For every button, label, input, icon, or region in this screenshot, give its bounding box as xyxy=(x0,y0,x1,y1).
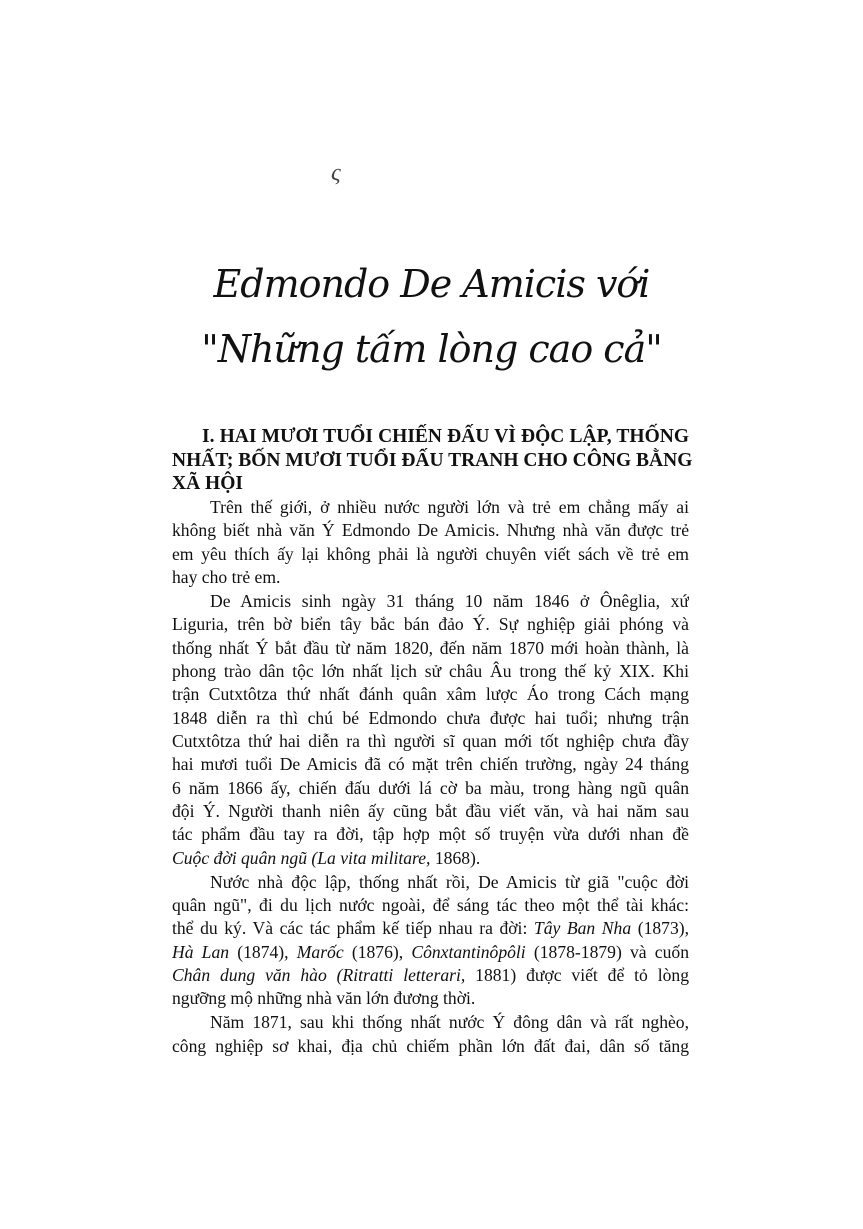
text-segment: 6 năm 1866 ấy, chiến đấu dưới lá cờ ba màu, trong hàng ngũ quân xyxy=(172,777,689,798)
text-segment: (1873), xyxy=(631,918,689,939)
text-line xyxy=(172,707,689,730)
chapter-title-line-2: "Những tấm lòng cao cả" xyxy=(201,327,662,371)
text-segment: hai mươi tuổi De Amicis đã có mặt trên chiến trường, ngày 24 tháng xyxy=(172,754,689,775)
italic-title-text: Tây Ban Nha xyxy=(533,918,632,939)
text-segment: ngưỡng mộ những nhà văn lớn đương thời. xyxy=(172,988,476,1009)
paragraph xyxy=(172,871,689,1011)
text-line xyxy=(172,637,689,660)
text-line xyxy=(172,1035,689,1058)
text-line xyxy=(172,566,689,589)
text-line xyxy=(172,683,689,706)
text-line xyxy=(172,941,689,964)
italic-title-text: Chân dung văn hào (Ritratti letterari, xyxy=(172,965,466,986)
text-segment: 1868). xyxy=(430,847,481,868)
chapter-title-line-1: Edmondo De Amicis với xyxy=(213,262,650,306)
text-segment: không biết nhà văn Ý Edmondo De Amicis. Nhưng nhà văn được trẻ xyxy=(172,520,689,541)
text-segment: phong trào dân tộc lớn nhất lịch sử châu Âu trong thế kỷ XIX. Khi xyxy=(172,661,689,681)
paragraph xyxy=(172,590,689,870)
text-segment: Năm 1871, sau khi thống nhất nước Ý đông dân và rất nghèo, xyxy=(210,1012,689,1033)
text-segment: (1878-1879) và cuốn xyxy=(525,941,689,962)
italic-title-text: Cuộc đời quân ngũ (La vita militare, xyxy=(172,847,431,868)
text-line xyxy=(172,496,689,519)
text-segment: quân ngũ", đi du lịch nước ngoài, để sáng tác theo một thể tài khác: xyxy=(172,895,689,916)
heading-line: NHẤT; BỐN MƯƠI TUỔI ĐẤU TRANH CHO CÔNG BẰNG xyxy=(172,449,693,471)
text-segment: 1881) được viết để tỏ lòng xyxy=(465,965,689,986)
text-line xyxy=(172,519,689,542)
text-segment: Liguria, trên bờ biển tây bắc bán đảo Ý. Sự nghiệp giải phóng và xyxy=(172,614,689,635)
text-segment: thể du ký. Và các tác phẩm kế tiếp nhau ra đời: xyxy=(172,918,534,939)
text-line xyxy=(172,613,689,636)
text-line xyxy=(172,871,689,894)
text-segment: Trên thế giới, ở nhiều nước người lớn và trẻ em chẳng mấy ai xyxy=(210,497,689,517)
text-line xyxy=(172,543,689,566)
text-line xyxy=(172,730,689,753)
text-line xyxy=(172,660,689,683)
heading-line: I. HAI MƯƠI TUỔI CHIẾN ĐẤU VÌ ĐỘC LẬP, THỐNG xyxy=(202,426,689,447)
text-line xyxy=(172,847,689,870)
heading-line: XÃ HỘI xyxy=(172,473,243,494)
text-line xyxy=(172,987,689,1010)
stray-mark: ς xyxy=(331,160,341,186)
text-segment: (1874), xyxy=(229,941,297,962)
text-segment: em yêu thích ấy lại không phải là người chuyên viết sách về trẻ em xyxy=(172,543,689,564)
text-segment: Cutxtôtza thứ hai diễn ra thì người sĩ quan mới tốt nghiệp chưa đầy xyxy=(172,731,689,752)
text-line xyxy=(172,800,689,823)
text-segment: hay cho trẻ em. xyxy=(172,567,281,588)
text-line xyxy=(172,777,689,800)
text-segment: 1848 diễn ra thì chú bé Edmondo chưa được hai tuổi; nhưng trận xyxy=(172,707,689,728)
text-line xyxy=(172,753,689,776)
text-line xyxy=(172,917,689,940)
italic-title-text: Marốc xyxy=(296,941,344,962)
text-segment: đội Ý. Người thanh niên ấy cũng bắt đầu viết văn, và hai năm sau xyxy=(172,801,689,822)
italic-title-text: Hà Lan xyxy=(172,941,230,962)
body-text xyxy=(172,496,689,1059)
text-segment: (1876), xyxy=(343,941,412,962)
italic-title-text: Cônxtantinôpôli xyxy=(411,941,526,962)
text-line xyxy=(172,1011,689,1034)
text-segment: tác phẩm đầu tay ra đời, tập hợp một số truyện vừa dưới nhan đề xyxy=(172,824,689,845)
paragraph xyxy=(172,1011,689,1058)
text-segment: De Amicis sinh ngày 31 tháng 10 năm 1846 ở Ônêglia, xứ xyxy=(210,590,689,611)
text-line xyxy=(172,823,689,846)
text-segment: Nước nhà độc lập, thống nhất rồi, De Amicis từ giã "cuộc đời xyxy=(210,871,689,892)
text-segment: trận Cutxtôtza thứ nhất đánh quân xâm lược Áo trong Cách mạng xyxy=(172,684,689,705)
text-line xyxy=(172,964,689,987)
text-segment: thống nhất Ý bắt đầu từ năm 1820, đến năm 1870 mới hoàn thành, là xyxy=(172,637,689,658)
section-heading xyxy=(172,425,693,496)
text-segment: công nghiệp sơ khai, địa chủ chiếm phần lớn đất đai, dân số tăng xyxy=(172,1035,689,1056)
text-line xyxy=(172,894,689,917)
paragraph xyxy=(172,496,689,589)
text-line xyxy=(172,590,689,613)
